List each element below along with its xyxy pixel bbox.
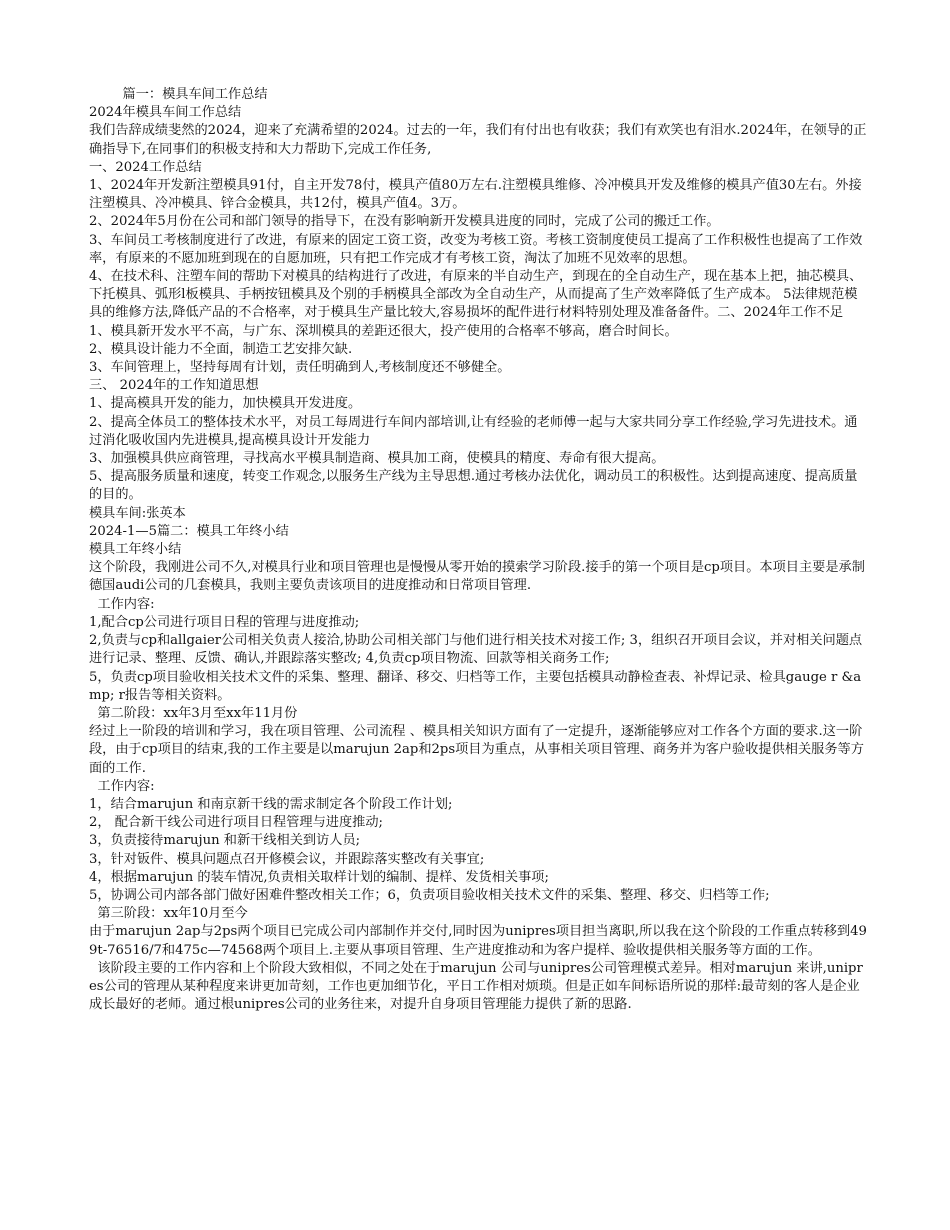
paragraph: 3、车间员工考核制度进行了改进，有原来的固定工资工资，改变为考核工资。考核工资制度使员工提高了工作积极性也提高了工作效率，有原来的不愿加班到现在的自愿加班，只有把工作完成才有考核工资，淘汰了加班不见效率的思想。 (89, 232, 863, 266)
section-heading: 一、2024工作总结 (89, 159, 202, 175)
date-and-article-heading: 2024-1—5篇二：模具工年终小结 (89, 523, 289, 539)
paragraph: 该阶段主要的工作内容和上个阶段大致相似，不同之处在于marujun 公司与unipres公司管理模式差异。相对marujun 来讲,unipres公司的管理从某种程度来讲更加苛刻，工作也更加细节化，平日工作相对烦琐。但是正如车间标语所说的那样:最苛刻的客人是企业成长最好的老师。通过根unipres公司的业务往来，对提升自身项目管理能力提供了新的思路. (89, 960, 863, 1013)
paragraph: 2、2024年5月份在公司和部门领导的指导下，在没有影响新开发模具进度的同时，完成了公司的搬迁工作。 (89, 214, 720, 230)
section-heading: 三、 2024年的工作知道思想 (89, 378, 259, 394)
document-title: 2024年模具车间工作总结 (89, 105, 242, 121)
list-item: 1，结合marujun 和南京新干线的需求制定各个阶段工作计划; (89, 796, 453, 812)
signature-line: 模具车间:张英本 (89, 505, 186, 521)
paragraph: 5、提高服务质量和速度，转变工作观念,以服务生产线为主导思想.通过考核办法优化，调动员工的积极性。达到提高速度、提高质量的目的。 (89, 469, 858, 503)
subheading: 第三阶段：xx年10月至今 (89, 906, 248, 922)
list-item: 5，协调公司内部各部门做好困难件整改相关工作；6，负责项目验收相关技术文件的采集、整理、移交、归档等工作; (89, 887, 770, 903)
subheading: 工作内容: (89, 778, 155, 794)
subheading: 第二阶段：xx年3月至xx年11月份 (89, 705, 298, 721)
list-item: 3，负责接待marujun 和新干线相关到访人员; (89, 833, 361, 849)
paragraph: 3、车间管理上，坚持每周有计划，责任明确到人,考核制度还不够健全。 (89, 360, 511, 376)
list-item: 5，负责cp项目验收相关技术文件的采集、整理、翻译、移交、归档等工作，主要包括模具动静检查表、补焊记录、检具gauge r &amp; r报告等相关资料。 (89, 669, 862, 703)
list-item: 4，根据marujun 的装车情况,负责相关取样计划的编制、提样、发货相关事项; (89, 869, 549, 885)
list-item: 2,负责与cp和allgaier公司相关负责人接洽,协助公司相关部门与他们进行相关技术对接工作; 3，组织召开项目会议，并对相关问题点进行记录、整理、反馈、确认,并跟踪落实整改; 4,负责cp项目物流、回款等相关商务工作; (89, 633, 863, 667)
paragraph: 4、在技术科、注塑车间的帮助下对模具的结构进行了改进，有原来的半自动生产，到现在的全自动生产，现在基本上把，抽芯模具、下托模具、弧形l板模具、手柄按钮模具及个别的手柄模具全部改为全自动生产，从而提高了生产效率降低了生产成本。 5法律规范模具的维修方法,降低产品的不合格率，对于模具生产量比较大,容易损坏的配件进行材料特别处理及准备备件。二、2024年工作不足 (89, 269, 863, 321)
paragraph: 经过上一阶段的培训和学习，我在项目管理、公司流程 、模具相关知识方面有了一定提升，逐渐能够应对工作各个方面的要求.这一阶段，由于cp项目的结束,我的工作主要是以marujun 2ap和2ps项目为重点，从事相关项目管理、商务并为客户验收提供相关服务等方面的工作. (89, 724, 864, 776)
paragraph: 由于marujun 2ap与2ps两个项目已完成公司内部制作并交付,同时因为unipres项目担当离职,所以我在这个阶段的工作重点转移到499t-76516/7和475c—74568两个项目上.主要从事项目管理、生产进度推动和为客户提样、验收提供相关服务等方面的工作。 (89, 924, 867, 958)
paragraph: 2、提高全体员工的整体技术水平，对员工每周进行车间内部培训,让有经验的老师傅一起与大家共同分享工作经验,学习先进技术。通过消化吸收国内先进模具,提高模具设计开发能力 (89, 414, 858, 448)
paragraph: 我们告辞成绩斐然的2024，迎来了充满希望的2024。过去的一年，我们有付出也有收获；我们有欢笑也有泪水.2024年，在领导的正确指导下,在同事们的积极支持和大力帮助下,完成工作任务, (89, 123, 867, 157)
document-body (89, 86, 869, 1014)
paragraph: 这个阶段，我刚进公司不久,对模具行业和项目管理也是慢慢从零开始的摸索学习阶段.接手的第一个项目是cp项目。本项目主要是承制德国audi公司的几套模具，我则主要负责该项目的进度推动和日常项目管理. (89, 560, 865, 594)
list-item: 3，针对钣件、模具问题点召开修模会议，并跟踪落实整改有关事宜; (89, 851, 485, 867)
subheading: 工作内容: (89, 596, 155, 612)
list-item: 1,配合cp公司进行项目日程的管理与进度推动; (89, 614, 360, 630)
list-item: 2， 配合新干线公司进行项目日程管理与进度推动; (89, 815, 383, 831)
paragraph: 1、提高模具开发的能力，加快模具开发进度。 (89, 396, 362, 412)
document-title: 模具工年终小结 (89, 542, 182, 558)
paragraph: 2、模具设计能力不全面，制造工艺安排欠缺. (89, 341, 353, 357)
paragraph: 1、2024年开发新注塑模具91付，自主开发78付，模具产值80万左右.注塑模具维修、冷冲模具开发及维修的模具产值30左右。外接注塑模具、冷冲模具、锌合金模具，共12付，模具产值4。3万。 (89, 178, 862, 212)
paragraph: 1、模具新开发水平不高，与广东、深圳模具的差距还很大，投产使用的合格率不够高，磨合时间长。 (89, 323, 678, 339)
paragraph: 3、加强模具供应商管理，寻找高水平模具制造商、模具加工商，使模具的精度、寿命有很大提高。 (89, 451, 665, 467)
article-heading: 篇一：模具车间工作总结 (89, 87, 268, 102)
